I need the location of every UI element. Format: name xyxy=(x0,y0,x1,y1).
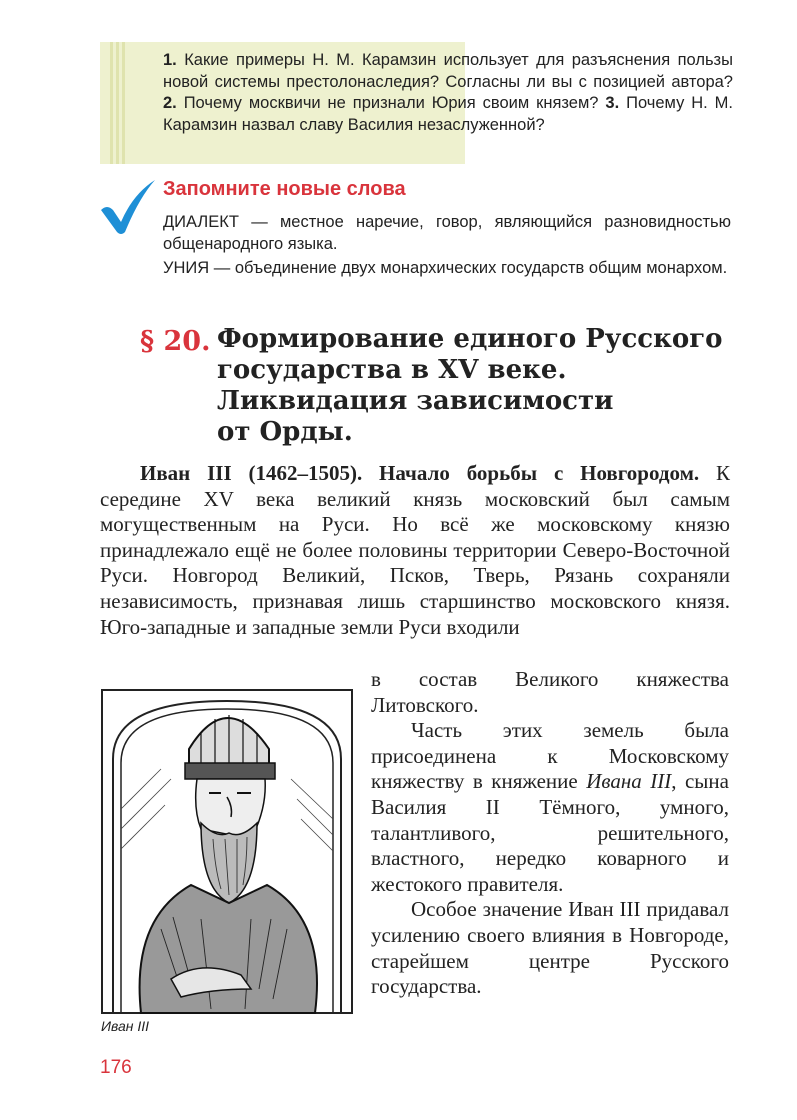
term-dialect: ДИАЛЕКТ — местное наречие, говор, являющийся разновидностью общенародного языка. xyxy=(163,213,731,253)
figure-caption: Иван III xyxy=(101,1018,150,1034)
body-column xyxy=(371,667,729,1000)
question-3-number: 3. xyxy=(605,94,620,112)
ivan-iii-portrait xyxy=(101,689,353,1014)
section-title-line: Формирование единого Русского xyxy=(217,324,723,354)
body-paragraph-2: Часть этих земель была присоединена к Московскому княжеству в княжение Ивана III, сына Василия II Тёмного, умного, талантливого, решительного, властного, нередко коварного и жестокого правителя. xyxy=(371,718,729,896)
question-3-text: Почему Н. М. Карамзин назвал славу Василия незаслуженной? xyxy=(163,94,734,134)
section-title-line: от Орды. xyxy=(217,417,353,447)
page-number: 176 xyxy=(100,1057,132,1078)
section-number: § 20. xyxy=(140,326,211,357)
body-paragraph-1 xyxy=(100,461,730,640)
section-title xyxy=(217,324,737,448)
review-questions xyxy=(163,50,733,136)
section-title-line: Ликвидация зависимости xyxy=(217,386,614,416)
checkmark-icon xyxy=(97,176,159,238)
term-union: УНИЯ — объединение двух монархических государств общим монархом. xyxy=(163,259,728,277)
question-2-text: Почему москвичи не признали Юрия своим князем? xyxy=(176,94,606,112)
ruler-name: Ивана III xyxy=(586,769,672,794)
paragraph-continuation: в состав Великого княжества Литовского. xyxy=(371,667,729,717)
questions-box-stripe xyxy=(110,42,128,164)
question-2-number: 2. xyxy=(163,94,177,112)
remember-title: Запомните новые слова xyxy=(163,178,406,200)
question-1-text: Какие примеры Н. М. Карамзин использует для разъяснения пользы новой системы престолонаследия? Согласны ли вы с позицией автора? xyxy=(163,51,733,91)
section-title-line: государства в XV веке. xyxy=(217,355,567,385)
paragraph-text: К середине XV века великий князь московский был самым могущественным на Руси. Но всё же московскому князю принадлежало ещё не более половины территории Северо-Восточной Руси. Новгород Великий, Псков, Тверь, Рязань сохраняли независимость, признавая лишь старшинство московского князя. Юго-западные и западные земли Руси входили xyxy=(100,461,730,639)
question-1-number: 1. xyxy=(163,51,177,69)
subheading: Иван III (1462–1505). Начало борьбы с Новгородом. xyxy=(140,461,700,485)
body-paragraph-3: Особое значение Иван III придавал усилению своего влияния в Новгороде, старейшем центре Русского государства. xyxy=(371,897,729,999)
